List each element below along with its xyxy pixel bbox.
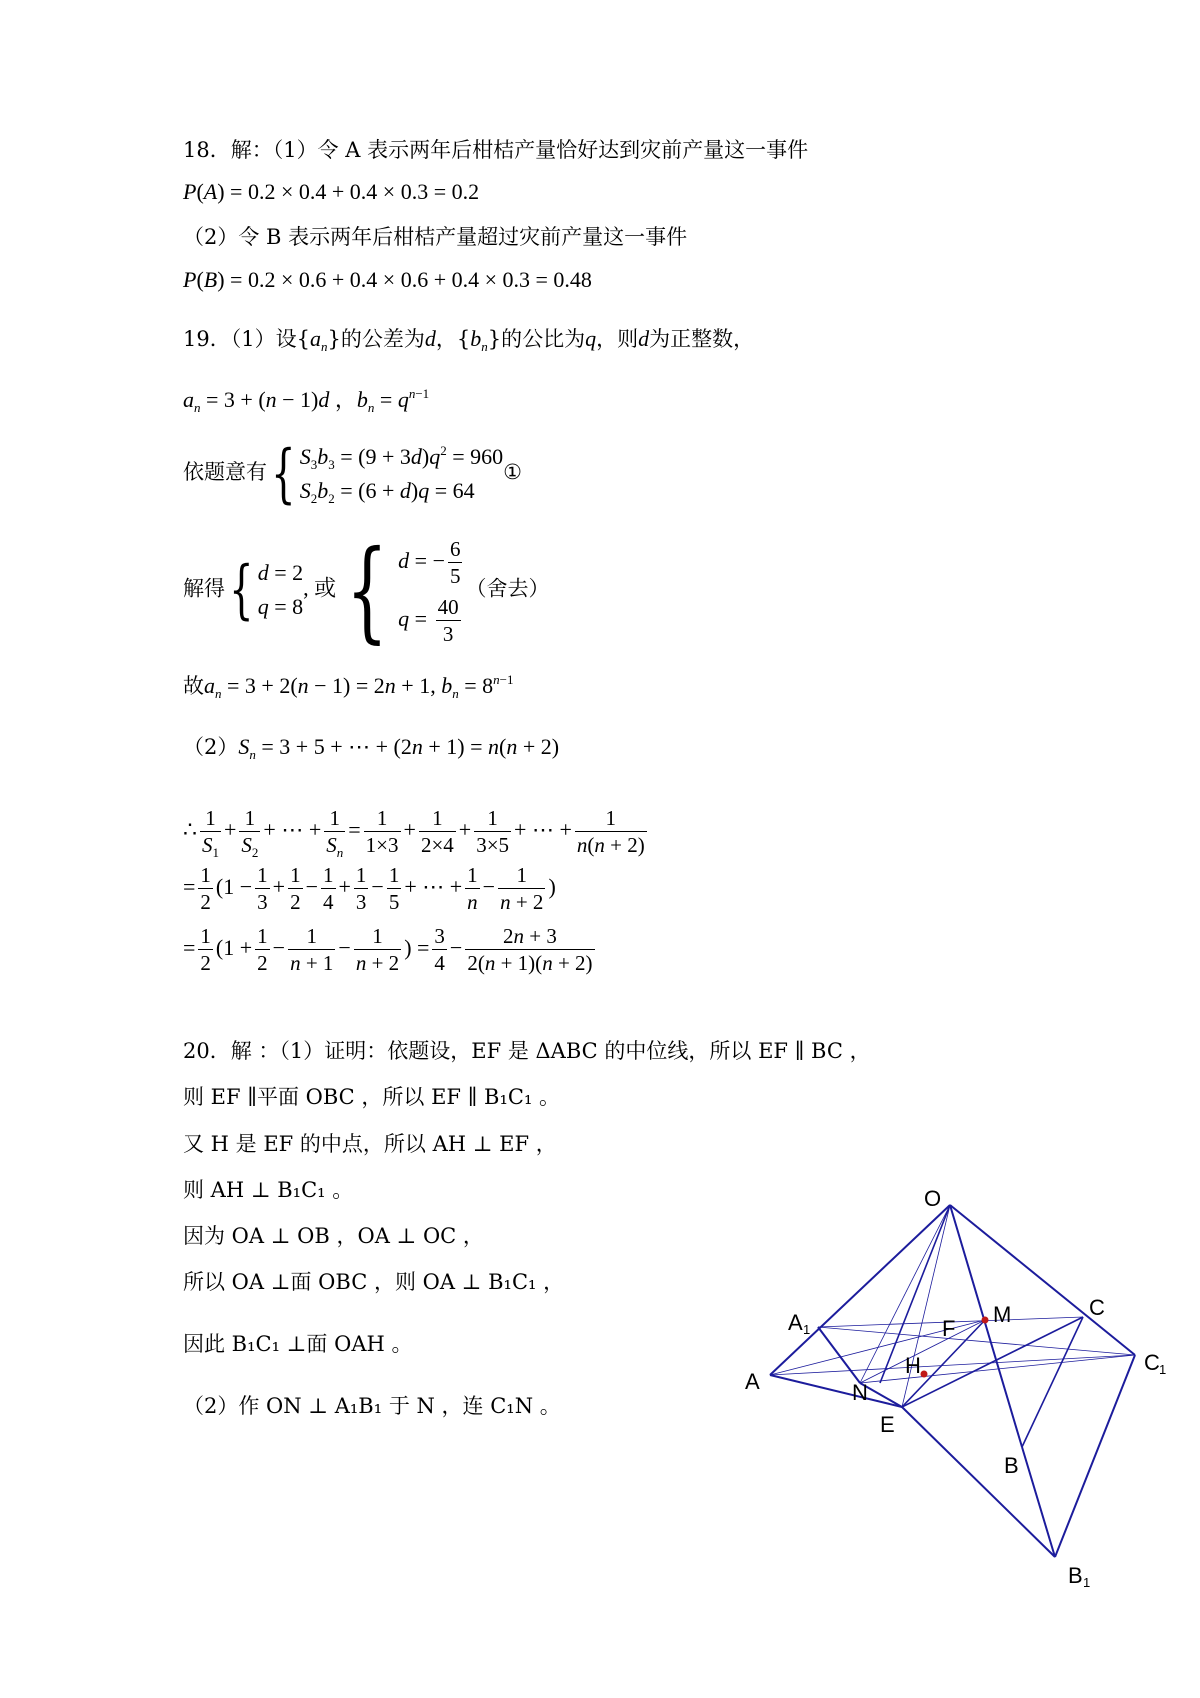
sol2-q: q = $\frac{40}{3}$	[398, 595, 459, 647]
label-E: E	[880, 1412, 895, 1437]
q20-line6: 所以 OA ⊥面 OBC ，则 OA ⊥ B₁C₁ ，	[183, 1270, 565, 1294]
q19-sum-line2: = $\frac{1}{2}$ (1 − $\frac{1}{3}$ + $\frac{1}{2}$ − $\frac{1}{4}$ + $\frac{1}{3}$ − $\frac{1}{5}$ + ⋯ + $\frac{1}{n}$ − $\frac{1}{n + 2}$ )	[183, 863, 556, 915]
q19-sum-line3: = $\frac{1}{2}$ (1 + $\frac{1}{2}$ − $\frac{1}{n + 1}$ − $\frac{1}{n + 2}$ ) = $\frac{3}{4}$ − $\frac{2n + 3}{2(n + 1)(n + 2)}$	[183, 924, 593, 976]
edge-E-C	[902, 1317, 1083, 1407]
q20-line4: 则 AH ⊥ B₁C₁ 。	[183, 1178, 354, 1202]
q19-general-terms: $a_n = 3 + (n - 1)d$ ，$b_n = q^{n-1}$	[183, 386, 430, 415]
q19-solution: 解得{ d = 2 q = 8 , 或{ d = − $\frac{6}{5}$ q = $\frac{40}{3}$ （舍去）	[183, 526, 550, 654]
q20-line1: 20．解 ：（1）证明：依题设，EF 是 ΔABC 的中位线，所以 EF ∥ BC ，	[183, 1039, 871, 1063]
label-B1: B	[1068, 1563, 1083, 1588]
label-A1: A	[788, 1310, 803, 1335]
sol2-d: d = − $\frac{6}{5}$	[398, 537, 461, 589]
q20-line2: 则 EF ∥平面 OBC ，所以 EF ∥ B₁C₁ 。	[183, 1085, 561, 1109]
point-M	[982, 1317, 989, 1324]
edge-A-E	[770, 1375, 902, 1407]
label-B1-sub: 1	[1083, 1575, 1091, 1590]
sys1-line2: $S_2b_2 = (6 + d)q = 64$	[299, 477, 475, 506]
label-C1-sub: 1	[1159, 1362, 1167, 1377]
q19-intro: 19．（1）设$\{a_n\}$的公差为d，$\{b_n\}$的公比为q，则d为正整数，	[183, 326, 755, 354]
q19-system-given: 依题意有{ $S_3b_3 = (9 + 3d)q^2 = 960$ $S_2b_2 = (6 + d)q = 64$ ①	[183, 436, 522, 511]
pyramid-figure	[740, 1185, 1167, 1590]
edge-O-C1	[950, 1205, 1135, 1355]
q19-sum-line1: ∴ $\frac{1}{S_1}$ + $\frac{1}{S_2}$ + ⋯ + $\frac{1}{S_n}$ = $\frac{1}{1\times 3}$ + $\frac{1}{2\times 4}$ + $\frac{1}{3\times 5}$ + ⋯ + $\frac{1}{n(n + 2)}$	[183, 806, 645, 861]
label-H: H	[905, 1353, 921, 1378]
sys1-line1: $S_3b_3 = (9 + 3d)q^2 = 960$	[299, 442, 504, 472]
label-N: N	[852, 1380, 868, 1405]
label-B: B	[1004, 1453, 1019, 1478]
label-C: C	[1089, 1295, 1105, 1320]
label-A: A	[745, 1369, 760, 1394]
edge-A1-N	[818, 1327, 860, 1383]
label-A1-sub: 1	[803, 1322, 811, 1337]
q18-eq-b: P(B) = 0.2 × 0.6 + 0.4 × 0.6 + 0.4 × 0.3 = 0.48	[183, 267, 592, 292]
sol1-d: d = 2	[257, 560, 304, 585]
q19-result: 故$a_n = 3 + 2(n - 1) = 2n + 1$, $b_n = 8^{n-1}$	[183, 672, 514, 701]
q18-line1: 18．解：（1）令 A 表示两年后柑桔产量恰好达到灾前产量这一事件	[183, 138, 809, 162]
edge-B1-C1	[1055, 1355, 1135, 1557]
sol1-q: q = 8	[257, 594, 304, 619]
q18-line2: （2）令 B 表示两年后柑桔产量超过灾前产量这一事件	[183, 225, 688, 249]
label-C1: C	[1144, 1350, 1160, 1375]
figure-edges	[770, 1205, 1135, 1557]
q20-line7: 因此 B₁C₁ ⊥面 OAH 。	[183, 1332, 413, 1356]
edge-O-A	[770, 1205, 950, 1375]
point-H	[921, 1371, 928, 1378]
q20-line8: （2）作 ON ⊥ A₁B₁ 于 N ，连 C₁N 。	[183, 1394, 561, 1418]
line-A-C1	[770, 1355, 1135, 1375]
q19-part2: $(2)S_n = 3 + 5$ + ⋯ + (2n + 1) = n(n + 2)	[183, 734, 560, 762]
q20-line3: 又 H 是 EF 的中点，所以 AH ⊥ EF ，	[183, 1132, 557, 1156]
edge-C-B	[1022, 1317, 1083, 1447]
label-F: F	[942, 1316, 956, 1341]
q20-line5: 因为 OA ⊥ OB ，OA ⊥ OC ，	[183, 1224, 484, 1248]
label-O: O	[924, 1186, 942, 1211]
circled-one: ①	[503, 460, 522, 484]
label-M: M	[993, 1302, 1012, 1327]
q18-eq-a: P(A) = 0.2 × 0.4 + 0.4 × 0.3 = 0.2	[183, 179, 480, 204]
